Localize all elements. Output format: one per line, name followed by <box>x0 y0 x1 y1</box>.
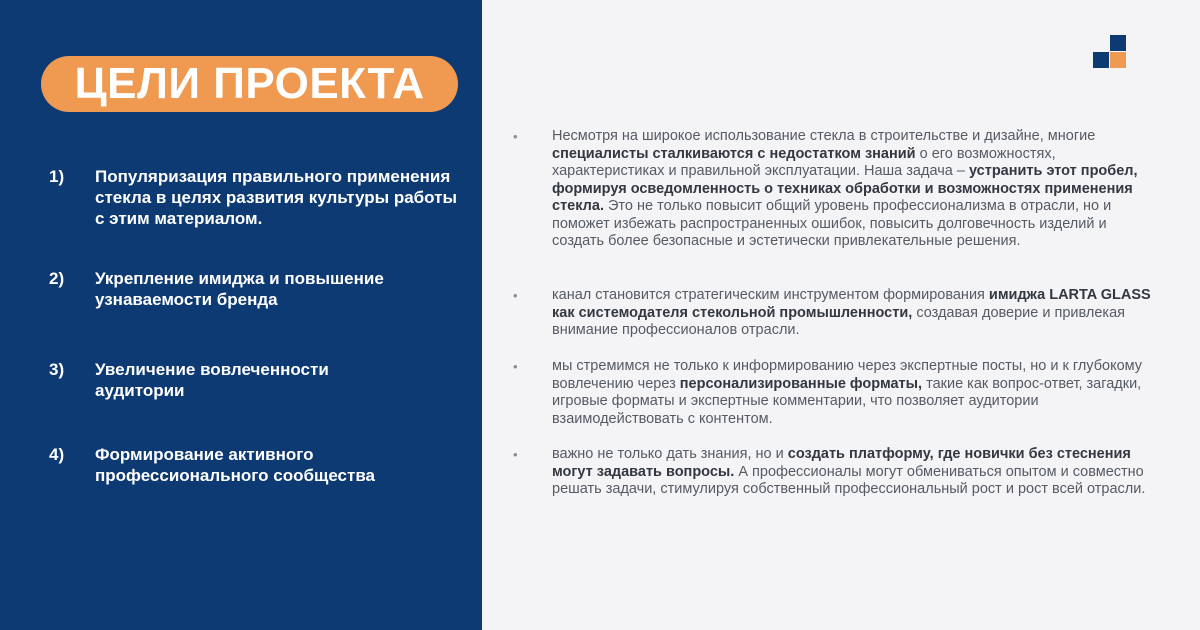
goal-number: 4) <box>49 445 65 464</box>
bullet-text <box>552 446 1153 499</box>
bold-text-run: специалисты сталкиваются с недостатком знаний <box>552 145 916 162</box>
page-title: ЦЕЛИ ПРОЕКТА <box>74 59 425 108</box>
bold-text-run: устранить этот пробел, формируя осведомленность о техниках обработки и возможностях применения стекла. <box>552 163 1138 214</box>
text-run: Это не только повысит общий уровень профессионализма в отрасли, но и поможет избежать распространенных ошибок, повысить долговечность изделий и создать более безопасные и эстетически привлекательные решения. <box>552 198 1112 249</box>
text-run: А профессионалы могут обмениваться опытом и совместно решать задачи, стимулируя собственный профессиональный рост и рост всей отрасли. <box>552 463 1146 497</box>
goal-number: 1) <box>49 167 65 186</box>
bullet-item <box>513 128 1153 251</box>
left-panel <box>0 0 482 630</box>
brand-logo-icon <box>1093 35 1127 69</box>
bullet-item <box>513 358 1153 428</box>
bullet-text <box>552 287 1153 340</box>
bold-text-run: создать платформу, где новички без стеснения могут задавать вопросы. <box>552 446 1131 480</box>
text-run: о его возможностях, характеристиках и правильной эксплуатации. Наша задача – <box>552 145 1056 179</box>
text-run: такие как вопрос-ответ, загадки, игровые форматы и экспертные комментарии, что позволяет аудитории взаимодействовать с контентом. <box>552 375 1142 427</box>
bullet-dot: • <box>513 359 518 374</box>
bullet-item <box>513 287 1153 340</box>
goal-number: 3) <box>49 360 65 379</box>
goal-text: Формирование активного профессионального сообщества <box>95 445 376 485</box>
goal-item <box>49 166 469 229</box>
goal-item <box>49 359 469 401</box>
goal-item <box>49 268 469 310</box>
goal-text: Укрепление имиджа и повышение узнаваемости бренда <box>95 269 384 309</box>
goal-number: 2) <box>49 269 65 288</box>
goal-text: Популяризация правильного применения стекла в целях развития культуры работы с этим материалом. <box>95 167 457 228</box>
bullet-dot: • <box>513 288 518 303</box>
text-run: создавая доверие и привлекая внимание профессионалов отрасли. <box>552 304 1125 338</box>
bullet-dot: • <box>513 129 518 144</box>
text-run: Несмотря на широкое использование стекла в строительстве и дизайне, многие <box>552 128 1096 144</box>
bullet-dot: • <box>513 447 518 462</box>
bullet-item <box>513 446 1153 499</box>
bullet-text <box>552 128 1153 251</box>
bold-text-run: персонализированные форматы, <box>679 375 923 392</box>
title-pill <box>41 56 458 112</box>
text-run: важно не только дать знания, но и <box>552 446 788 462</box>
text-run: канал становится стратегическим инструментом формирования <box>552 287 989 303</box>
goal-text: Увеличение вовлеченности аудитории <box>95 360 329 400</box>
text-run: мы стремимся не только к информированию через экспертные посты, но и к глубокому вовлечению через <box>552 358 1143 392</box>
goal-item <box>49 444 469 486</box>
bold-text-run: имиджа LARTA GLASS как системодателя стекольной промышленности, <box>552 287 1151 321</box>
bullet-text <box>552 358 1153 428</box>
